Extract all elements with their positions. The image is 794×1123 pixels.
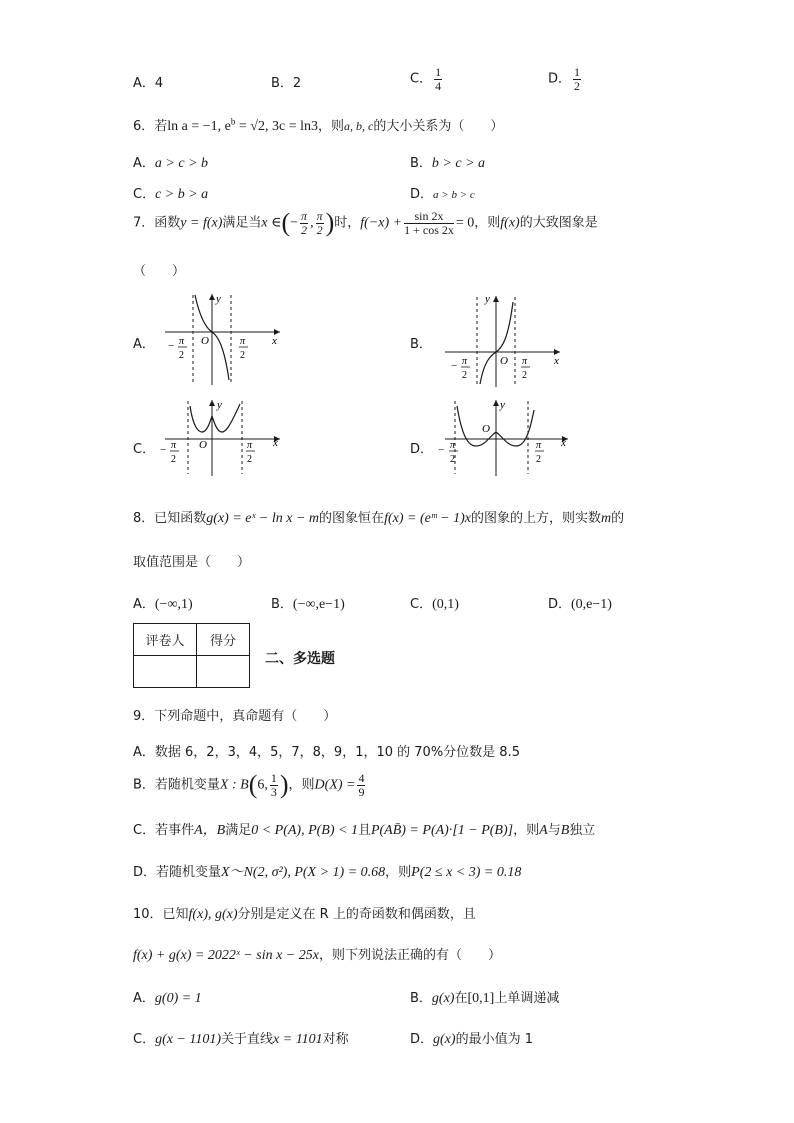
q6-option-b: B．b > c > a (410, 156, 486, 171)
q7-graph-c (150, 396, 290, 476)
pi-label: π (247, 440, 253, 451)
q9-stem: 9．下列命题中，真命题有（ ） (133, 709, 337, 724)
two-label: 2 (536, 454, 541, 465)
pi-label: π (179, 336, 185, 347)
two-label: 2 (240, 350, 245, 361)
pi-label: π (462, 356, 468, 367)
x-axis-label: x (554, 355, 559, 367)
section-title: 二、多选题 (265, 651, 335, 667)
score-cell[interactable] (197, 656, 250, 688)
q10-stem-line1: 10．已知f(x), g(x)分别是定义在 R 上的奇函数和偶函数，且 (133, 907, 476, 922)
neg-sign: − (451, 360, 458, 372)
q9-option-c: C．若事件A，B满足0 < P(A), P(B) < 1且P(AB̄) = P(A)·[1 − P(B)]，则A与B独立 (133, 823, 596, 838)
q10-option-b: B．g(x)在[0,1]上单调递减 (410, 991, 560, 1006)
x-axis-label: x (272, 335, 277, 347)
q10-option-c: C．g(x − 1101)关于直线x = 1101对称 (133, 1032, 349, 1047)
origin-label: O (500, 355, 508, 367)
y-axis-label: y (216, 293, 221, 305)
x-axis-label: x (561, 437, 566, 449)
two-label: 2 (462, 370, 467, 381)
y-axis-label: y (217, 399, 222, 411)
two-label: 2 (171, 454, 176, 465)
q10-stem-line2: f(x) + g(x) = 2022ˣ − sin x − 25x，则下列说法正确的有（ ） (133, 948, 501, 963)
origin-label: O (201, 335, 209, 347)
two-label: 2 (522, 370, 527, 381)
x-axis-label: x (273, 437, 278, 449)
q8-option-a: A．(−∞,1) (133, 597, 193, 612)
score-header: 得分 (197, 624, 250, 656)
q7-graph-d (430, 396, 575, 476)
origin-label: O (199, 439, 207, 451)
q8-stem-line2: 取值范围是（ ） (133, 555, 251, 570)
pi-label: π (450, 440, 456, 451)
neg-sign: − (438, 444, 445, 456)
y-axis-label: y (500, 399, 505, 411)
q8-option-d: D．(0,e−1) (548, 597, 612, 612)
grading-table (133, 623, 250, 688)
q9-option-a: A．数据 6，2，3，4，5，7，8，9，1，10 的 70%分位数是 8.5 (133, 745, 520, 760)
q7-option-c: C． (133, 442, 156, 457)
q10-option-a: A．g(0) = 1 (133, 991, 202, 1006)
q7-option-d: D． (410, 442, 434, 457)
grader-cell[interactable] (134, 656, 197, 688)
q7-stem: 7．函数y = f(x)满足当x ∈(− $\frac{\pi}{2}$ , $\frac{\pi}{2}$ )时，f(−x) + $\frac{\sin 2x}{1 + \cos 2x}$ = 0，则f(x)的大致图象是 (133, 208, 598, 237)
q5-option-b: B．2 (271, 76, 302, 91)
two-label: 2 (247, 454, 252, 465)
q8-option-b: B．(−∞,e−1) (271, 597, 345, 612)
q7-graph-b (430, 292, 570, 387)
two-label: 2 (179, 350, 184, 361)
pi-label: π (171, 440, 177, 451)
q6-option-a: A．a > c > b (133, 156, 209, 171)
grader-header: 评卷人 (134, 624, 197, 656)
q8-option-c: C．(0,1) (410, 597, 459, 612)
q7-option-b: B． (410, 337, 432, 352)
q5-option-c: C． $\frac{1}{4}$ (410, 65, 442, 93)
pi-label: π (536, 440, 542, 451)
q6-option-c: C．c > b > a (133, 187, 209, 202)
pi-label: π (522, 356, 528, 367)
neg-sign: − (168, 340, 175, 352)
q7-option-a: A． (133, 337, 155, 352)
neg-sign: − (160, 444, 167, 456)
origin-label: O (482, 423, 490, 435)
q8-stem-line1: 8．已知函数g(x) = eˣ − ln x − m的图象恒在f(x) = (eᵐ − 1)x的图象的上方，则实数m的 (133, 511, 625, 526)
y-axis-label: y (485, 293, 490, 305)
two-label: 2 (450, 454, 455, 465)
pi-label: π (240, 336, 246, 347)
q9-option-d: D．若随机变量X～N(2, σ²), P(X > 1) = 0.68，则P(2 ≤ x < 3) = 0.18 (133, 865, 522, 880)
q7-graph-a (150, 290, 290, 385)
q6-stem: 6．若ln a = −1, $e^b = √2$, 3c = ln3，则a, b, c的大小关系为（ ） (133, 116, 504, 134)
q5-option-a: A．4 (133, 76, 164, 91)
q10-option-d: D．g(x)的最小值为 1 (410, 1032, 533, 1047)
q5-option-d: D． $\frac{1}{2}$ (548, 65, 581, 93)
q7-paren-line: （ ） (133, 264, 186, 279)
q6-option-d: D．a > b > c (410, 187, 475, 202)
q9-option-b: B．若随机变量X : B(6, $\frac{1}{3}$ )，则D(X) = $\frac{4}{9}$ (133, 770, 365, 799)
